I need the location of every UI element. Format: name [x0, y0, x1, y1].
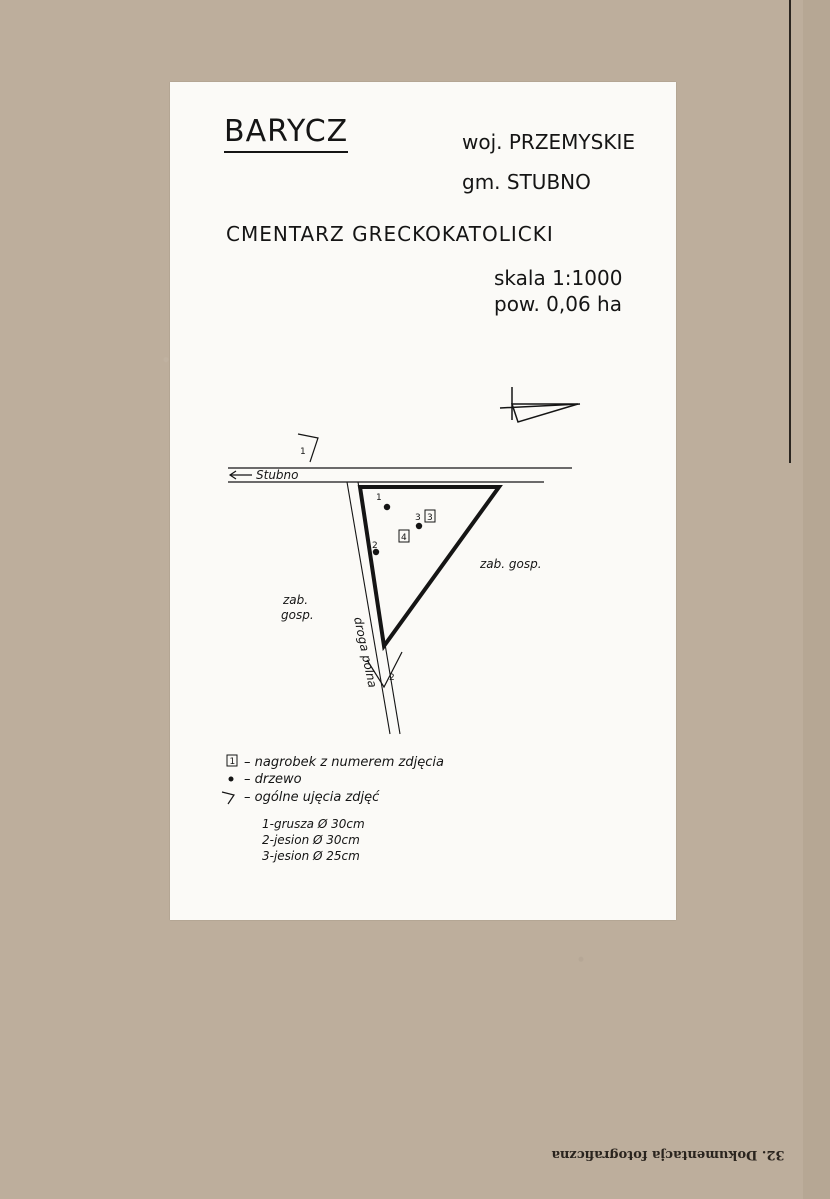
tree-1-label: 1: [376, 493, 382, 503]
land-left-label-line1: zab.: [283, 593, 309, 607]
tree-3-label: 3: [415, 513, 421, 523]
page-caption: 32. Dokumentacja fotograficzna: [551, 1147, 785, 1162]
land-left-label-line2: gosp.: [281, 608, 314, 622]
tombstone-3-number: 3: [427, 513, 433, 523]
legend: [222, 755, 444, 863]
cemetery-title: CMENTARZ GRECKOKATOLICKI: [226, 222, 554, 246]
fold-line: [789, 0, 791, 463]
tree-3-marker: [416, 523, 422, 529]
legend-view-text: – ogólne ujęcia zdjęć: [244, 790, 380, 805]
cemetery-plan: [170, 82, 676, 920]
legend-tree-text: – drzewo: [244, 772, 302, 787]
tombstone-4-marker: [399, 530, 409, 543]
area-label: pow. 0,06 ha: [494, 292, 622, 316]
voivodeship-label: woj. PRZEMYSKIE: [462, 130, 635, 154]
north-arrow-icon: [500, 387, 580, 422]
land-right-label: zab. gosp.: [480, 557, 542, 571]
legend-tree-icon: [229, 777, 234, 782]
field-path: [347, 482, 400, 734]
path-label: droga polna: [351, 615, 380, 689]
legend-view-icon: [222, 792, 234, 804]
tree-1-marker: [384, 504, 390, 510]
road-label: Stubno: [256, 468, 299, 482]
tree-2-label: 2: [372, 541, 378, 551]
map-sheet: [170, 82, 676, 920]
scale-label: skala 1:1000: [494, 266, 623, 290]
camera-view-2-label: 2: [389, 673, 395, 683]
camera-view-1-label: 1: [300, 447, 306, 457]
tree-list-item-1: 1-grusza Ø 30cm: [262, 817, 365, 831]
arrow-left-icon: [230, 471, 252, 479]
legend-tombstone-icon-number: 1: [229, 757, 236, 767]
legend-tombstone-text: – nagrobek z numerem zdjęcia: [244, 755, 444, 770]
cemetery-boundary: [360, 487, 499, 646]
tombstone-3-marker: [425, 510, 435, 523]
village-title: BARYCZ: [224, 114, 348, 153]
tree-list-item-3: 3-jesion Ø 25cm: [262, 849, 360, 863]
commune-label: gm. STUBNO: [462, 170, 591, 194]
board-edge: [803, 0, 830, 1199]
tree-list-item-2: 2-jesion Ø 30cm: [262, 833, 360, 847]
tombstone-4-number: 4: [401, 533, 407, 543]
